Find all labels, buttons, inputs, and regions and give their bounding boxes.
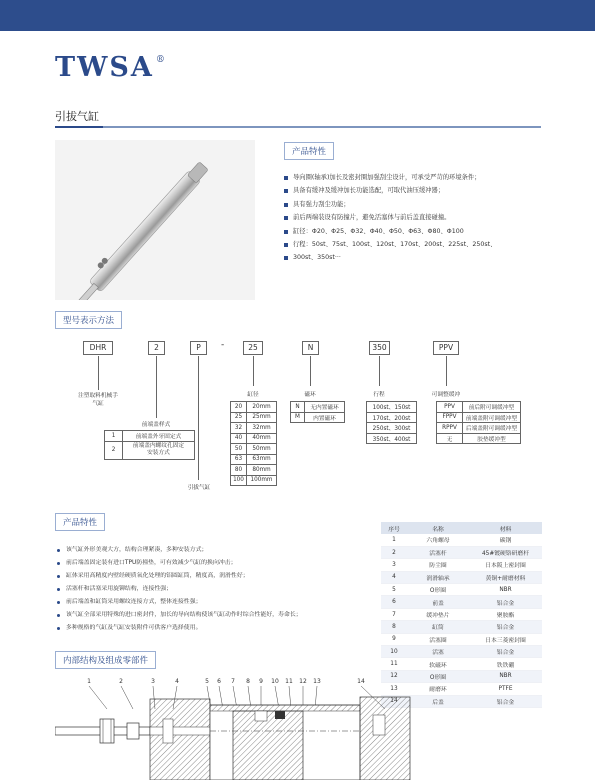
part-material: 铝合金 [469,621,542,633]
table-row: 20 20mm [231,402,277,413]
callout-number: 5 [205,678,209,685]
part-material: 铝合金 [469,596,542,608]
part-number: 4 [381,571,407,583]
list-item: 前后两端装设有防撞片，避免活塞体与前后盖直接碰撞。 [284,211,496,224]
list-item: 该气缸外形美观大方，结构合理紧凑，多种安装方式； [57,544,302,557]
callout-number: 7 [231,678,235,685]
callout-leader [121,686,133,709]
callout-number: 9 [259,678,263,685]
table-row: 32 32mm [231,423,277,434]
part-material: 铝合金 [469,646,542,658]
magnet-table [290,401,345,423]
title-divider-accent [55,126,103,128]
connector-line [310,356,311,386]
model-code-heading: 型号表示方法 [55,311,122,329]
part-name: 六角螺母 [407,534,469,546]
part-material: 日本阪上密封圈 [469,559,542,571]
table-row [381,534,542,546]
table-row [381,621,542,633]
code-box-stroke: 350 [369,341,390,355]
front-cover-label: 前端盖样式 [141,422,171,428]
table-row: PPV 前后附可调缓冲型 [437,402,521,413]
list-item: 导向圈(轴承)加长及密封圈加强刮尘设计，可承受严苛的环境条件； [284,171,496,184]
code-box-magnet: N [302,341,319,355]
table-row [381,596,542,608]
list-item: 具有强力刮尘功能； [284,198,496,211]
part-name: 防尘圈 [407,559,469,571]
part-material: 日本三菱密封圈 [469,633,542,645]
part-material: 铝合金 [469,695,542,707]
code-box-cushion: PPV [433,341,459,355]
list-item: 前后端盖固定装有进口TPU防撞垫，可有效减少气缸的换向冲击； [57,557,302,570]
table-row: M 内置磁环 [291,412,345,423]
part-material: PTFE [469,683,542,695]
list-item-continued: 300st、350st··· [284,251,496,264]
callout-number: 2 [119,678,123,685]
table-row: 无 胶垫缓冲型 [437,433,521,444]
callout-number: 12 [299,678,307,685]
features-heading-2: 产品特性 [55,513,105,531]
table-row: N 无内置磁环 [291,402,345,413]
part-material: 碳钢 [469,534,542,546]
list-item: 该气缸全部采用特殊的进口密封件，加长的导向结构使该气缸动作时综合性能好，寿命长； [57,609,302,622]
table-row [381,584,542,596]
callout-number: 6 [217,678,221,685]
top-banner [0,0,595,31]
table-row [381,658,542,670]
code-box-pull: P [190,341,207,355]
table-row: 100st、150st [367,402,417,413]
connector-line [198,356,199,480]
table-row: 170st、200st [367,412,417,423]
front-cover-table [104,430,195,460]
part-material: 黄铜+耐磨材料 [469,571,542,583]
title-divider [55,126,541,128]
part-name: O形圈 [407,584,469,596]
part-number: 10 [381,646,407,658]
part-name: O形圈 [407,670,469,682]
features-list [284,171,496,265]
code-box-bore: 25 [243,341,263,355]
dhr-label: 注塑取料机械手 气缸 [78,393,118,407]
part-number: 5 [381,584,407,596]
bore-label: 缸径 [247,392,259,398]
callout-number: 1 [87,678,91,685]
features-heading: 产品特性 [284,142,334,160]
table-row: 250st、300st [367,423,417,434]
table-header-row: 序号 名称 材料 [381,522,542,534]
part-number: 13 [381,683,407,695]
part-name: 耐磨环 [407,683,469,695]
callout-number: 11 [285,678,293,685]
part-name: 缸筒 [407,621,469,633]
code-box-dhr: DHR [83,341,113,355]
part-material: 45#镀硬铬研磨杆 [469,546,542,558]
table-row: 350st、400st [367,433,417,444]
callout-leader [89,686,107,709]
callout-number: 14 [357,678,365,685]
table-row [381,646,542,658]
connector-line [446,356,447,386]
part-name: 软磁环 [407,658,469,670]
magnet-label: 磁环 [304,392,316,398]
table-row: 80 80mm [231,465,277,476]
table-row: 100 100mm [231,475,277,486]
part-name: 活塞杆 [407,546,469,558]
connector-line [156,356,157,418]
part-name: 活塞圈 [407,633,469,645]
table-row: 1 前端盖外牙固定式 [105,431,195,442]
part-number: 7 [381,608,407,620]
callout-number: 10 [271,678,279,685]
list-item: 缸体采用高精度内壁经硬质氧化处理的铝圆缸筒，精度高，润滑性好； [57,570,302,583]
part-number: 12 [381,670,407,682]
code-box-cover: 2 [148,341,165,355]
stroke-table [366,401,417,444]
callout-number: 4 [175,678,179,685]
part-name: 前盖 [407,596,469,608]
table-row: RPPV 后端盖附可调缓冲型 [437,423,521,434]
list-item: 具备有缓冲及缓冲加长功能选配，可取代油压缓冲器； [284,184,496,197]
part-number: 1 [381,534,407,546]
table-row [381,546,542,558]
code-dash: - [221,340,225,350]
brand-logo: TWSA ® [55,52,167,83]
list-item: 活塞杆和活塞采用旋铆结构，连接性强； [57,583,302,596]
connector-line [379,356,380,386]
table-row: 50 50mm [231,444,277,455]
stroke-label: 行程 [373,392,385,398]
table-row: 2 前端盖内螺纹孔固定 安装方式 [105,441,195,459]
cushion-label: 可调整缓冲 [431,392,461,398]
part-material: 聚胺酯 [469,608,542,620]
part-number: 3 [381,559,407,571]
table-row [381,559,542,571]
list-item: 缸径：Φ20、Φ25、Φ32、Φ40、Φ50、Φ63、Φ80、Φ100 [284,225,496,238]
list-item: 行程：50st、75st、100st、120st、170st、200st、225st、250st、 [284,238,496,251]
bore-table [230,401,277,486]
table-row [381,571,542,583]
part-material: NBR [469,670,542,682]
part-number: 6 [381,596,407,608]
part-material: NBR [469,584,542,596]
page-title: 引拔气缸 [55,110,99,123]
table-row [381,633,542,645]
table-row: 25 25mm [231,412,277,423]
connector-line [253,356,254,386]
part-name: 润滑轴承 [407,571,469,583]
callout-number: 8 [246,678,250,685]
table-row: 40 40mm [231,433,277,444]
table-row [381,608,542,620]
part-number: 8 [381,621,407,633]
list-item: 前后端盖和缸筒采用螺纹连接方式，整体连接性强； [57,596,302,609]
connector-line [98,356,99,390]
part-material: 铁铁硼 [469,658,542,670]
callout-number: 13 [313,678,321,685]
part-number: 11 [381,658,407,670]
part-number: 9 [381,633,407,645]
table-row: 63 63mm [231,454,277,465]
part-name: 活塞 [407,646,469,658]
pull-label: 引拔气缸 [187,485,211,491]
part-name: 后盖 [407,695,469,707]
table-row: FPPV 前端盖附可调缓冲型 [437,412,521,423]
product-photo [55,140,255,300]
list-item: 多种规格的气缸及气缸安装附件可供客户选择使用。 [57,622,302,635]
part-number: 2 [381,546,407,558]
callout-number: 3 [151,678,155,685]
internal-structure-diagram [55,675,541,780]
part-name: 缓冲垫片 [407,608,469,620]
cushion-table [436,401,521,444]
structure-heading: 内部结构及组成零部件 [55,651,156,669]
features-list-2 [57,544,302,635]
